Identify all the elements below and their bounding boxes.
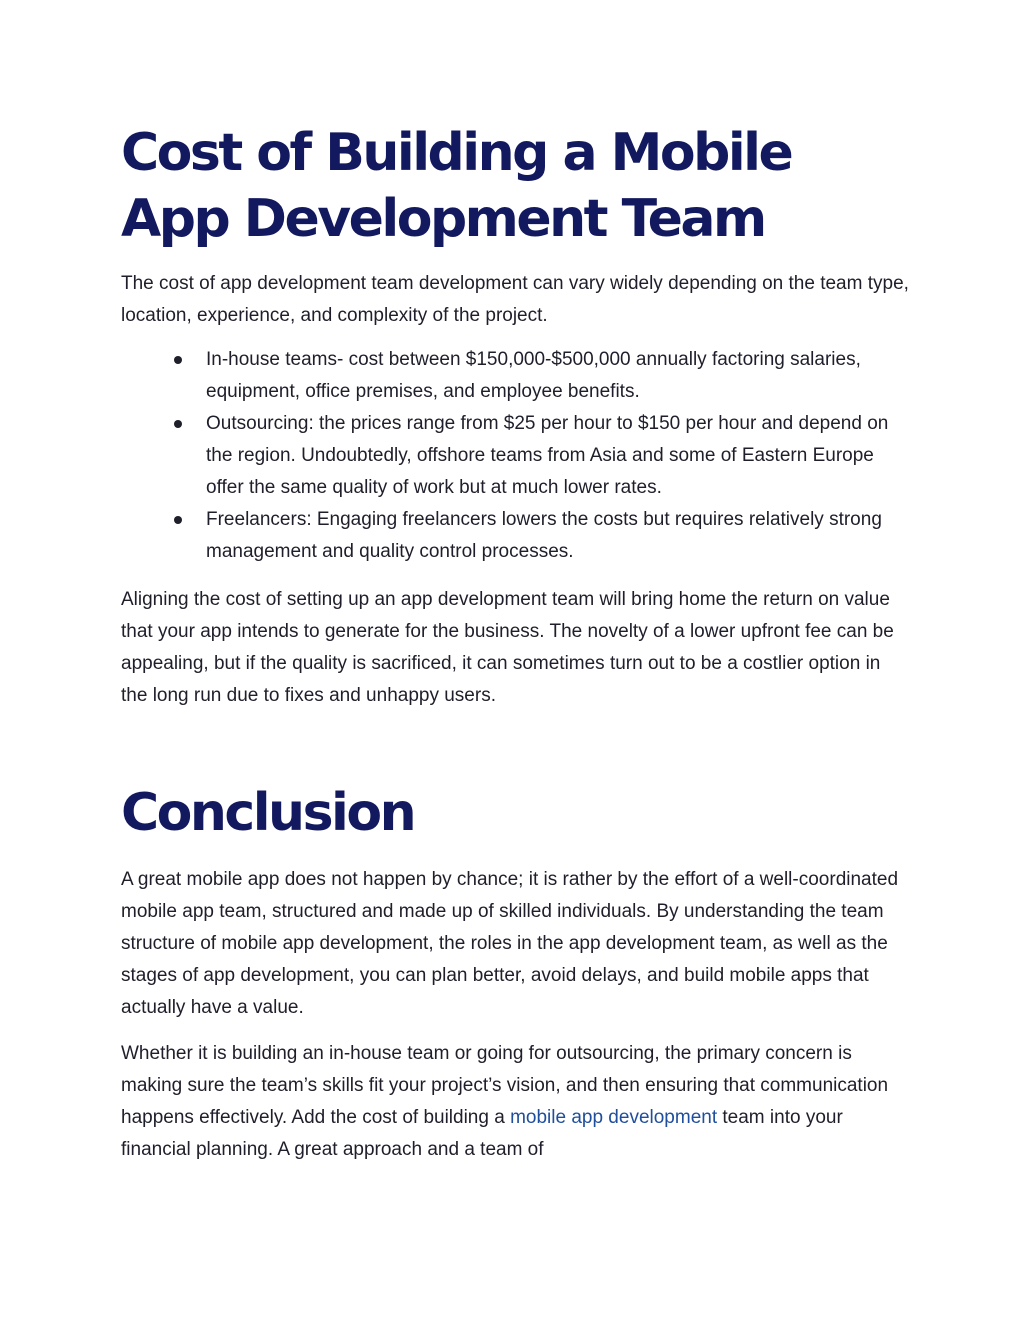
list-item xyxy=(206,408,911,504)
conclusion-paragraph-1: A great mobile app does not happen by chance; it is rather by the effort of a well-coordinated mobile app team, structured and made up of skilled individuals. By understanding the team structure of mobile app development, the roles in the app development team, as well as the stages of app development, you can plan better, avoid delays, and build mobile apps that actually have a value. xyxy=(121,869,899,1018)
intro-paragraph: The cost of app development team development can vary widely depending on the team type, location, experience, and complexity of the project. xyxy=(121,273,909,326)
cost-bullet-list xyxy=(121,344,911,568)
bullet-icon xyxy=(174,420,182,428)
document-page xyxy=(121,120,911,1166)
list-item xyxy=(206,344,911,408)
mobile-app-development-link[interactable]: mobile app development xyxy=(510,1107,718,1128)
section-heading-conclusion: Conclusion xyxy=(121,783,415,843)
bullet-icon xyxy=(174,356,182,364)
bullet-text: Freelancers: Engaging freelancers lowers the costs but requires relatively strong management and quality control processes. xyxy=(206,509,882,562)
conclusion-paragraph-2-start: Whether it is building an in-house team or going for outsourcing, the primary concern is making sure the team’s skills fit your project’s vision, and then ensuring that communication happens effectively. Add the cost of building a xyxy=(121,1043,889,1128)
bullet-text: Outsourcing: the prices range from $25 per hour to $150 per hour and depend on the region. Undoubtedly, offshore teams from Asia and some of Eastern Europe offer the same quality of work but at much lower rates. xyxy=(206,413,889,498)
list-item xyxy=(206,504,911,568)
bullet-text: In-house teams- cost between $150,000-$500,000 annually factoring salaries, equipment, office premises, and employee benefits. xyxy=(206,349,861,402)
bullet-icon xyxy=(174,516,182,524)
section-heading-cost: Cost of Building a Mobile App Development Team xyxy=(121,123,792,249)
conclusion-paragraph-2 xyxy=(121,1038,911,1166)
cost-closing-paragraph: Aligning the cost of setting up an app development team will bring home the return on value that your app intends to generate for the business. The novelty of a lower upfront fee can be appealing, but if the quality is sacrificed, it can sometimes turn out to be a costlier option in the long run due to fixes and unhappy users. xyxy=(121,589,894,706)
conclusion-paragraph-2-end: team into your financial planning. A great approach and a team of xyxy=(121,1107,843,1160)
